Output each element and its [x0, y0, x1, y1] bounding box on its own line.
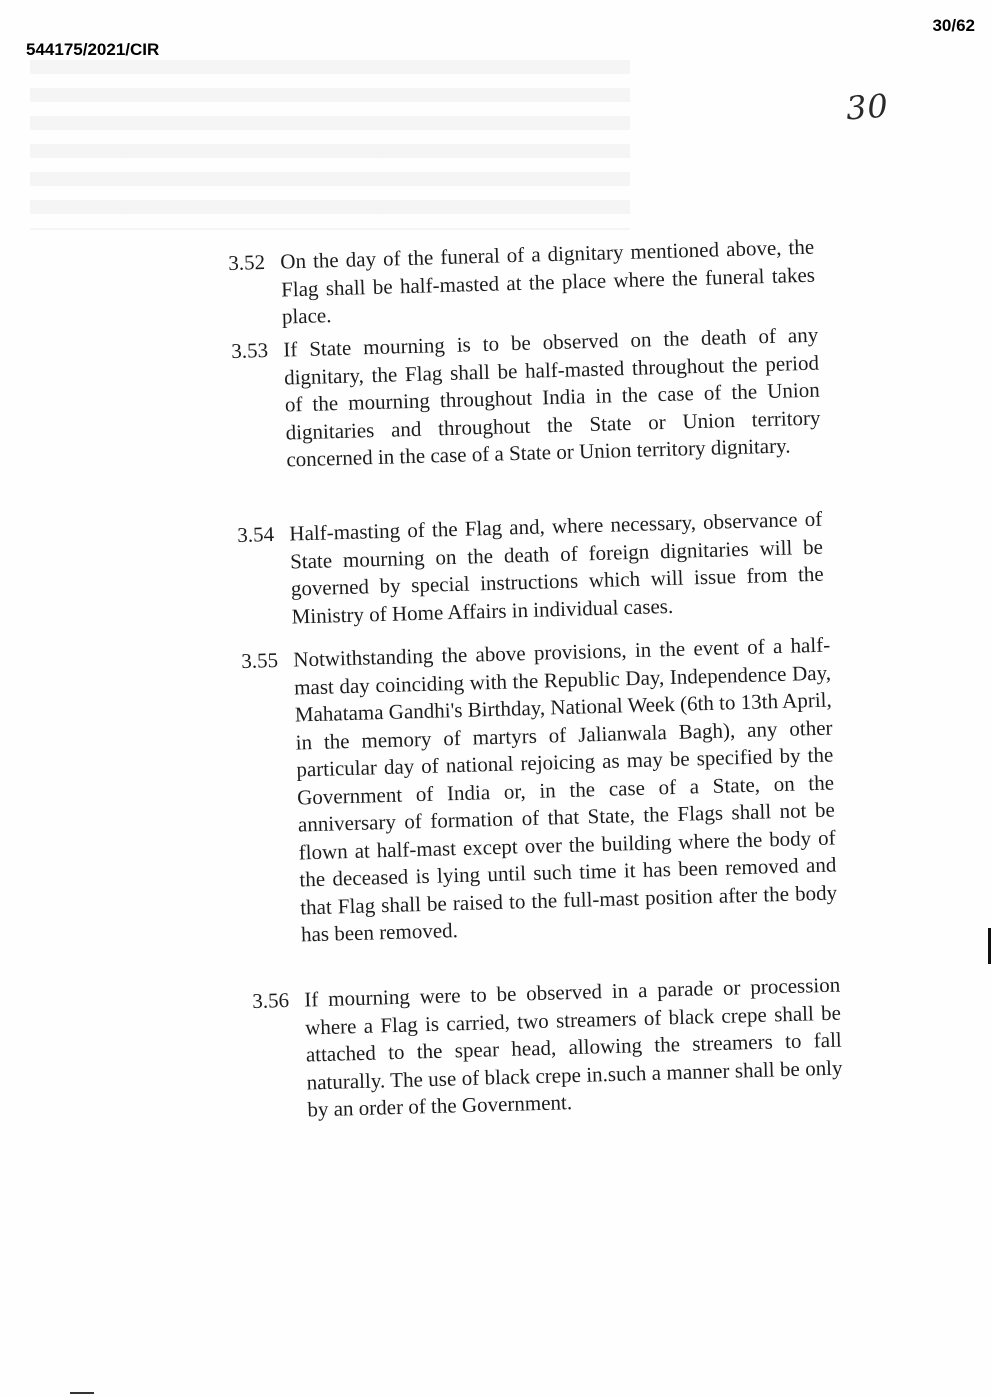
- scan-bottom-mark: [70, 1392, 94, 1394]
- clause-number: 3.54: [237, 521, 275, 547]
- scan-edge-mark: [988, 928, 991, 964]
- clause-number: 3.55: [241, 647, 279, 673]
- file-number: 544175/2021/CIR: [26, 40, 160, 59]
- handwritten-page-number: 30: [844, 86, 890, 128]
- clause-number: 3.52: [228, 249, 266, 275]
- clause-3-52: [228, 234, 816, 333]
- clause-3-53: [231, 322, 822, 476]
- clause-text: If State mourning is to be observed on the death of any dignitary, the Flag shall be half-masted throughout the period of the mourning throughout India in the case of the Union dignitaries and throughout the State or Union territory concerned in the case of a State or Union territory dignitary.: [283, 322, 821, 472]
- clause-3-56: [252, 972, 844, 1126]
- clause-3-54: [237, 506, 825, 632]
- bleed-through-shadow: [30, 60, 630, 230]
- clause-text: Half-masting of the Flag and, where necessary, observance of State mourning on the death of foreign dignitaries will be governed by special instructions which will issue from the Ministry of Home Affairs in individual cases.: [289, 506, 825, 629]
- clause-text: On the day of the funeral of a dignitary mentioned above, the Flag shall be half-masted at the place where the funeral takes place.: [280, 234, 816, 329]
- clause-3-55: [241, 632, 838, 951]
- clause-text: Notwithstanding the above provisions, in the event of a half-mast day coinciding with the Republic Day, Independence Day, Mahatama Gandhi's Birthday, National Week (6th to 13th April, in the memory of martyrs of Jalianwala Bagh), any other particular day of national rejoicing as may be specified by the Government of India or, in the case of a State, on the anniversary of formation of that State, the Flags shall not be flown at half-mast except over the building where the body of the deceased is lying until such time it has been removed and that Flag shall be raised to the full-mast position after the body has been removed.: [293, 632, 838, 947]
- clause-number: 3.56: [252, 987, 290, 1013]
- clause-text: If mourning were to be observed in a parade or procession where a Flag is carried, two streamers of black crepe shall be attached to the spear head, allowing the streamers to fall naturally. The use of black crepe in.such a manner shall be only by an order of the Government.: [304, 972, 843, 1122]
- page-count: 30/62: [932, 16, 975, 35]
- clause-number: 3.53: [231, 337, 269, 363]
